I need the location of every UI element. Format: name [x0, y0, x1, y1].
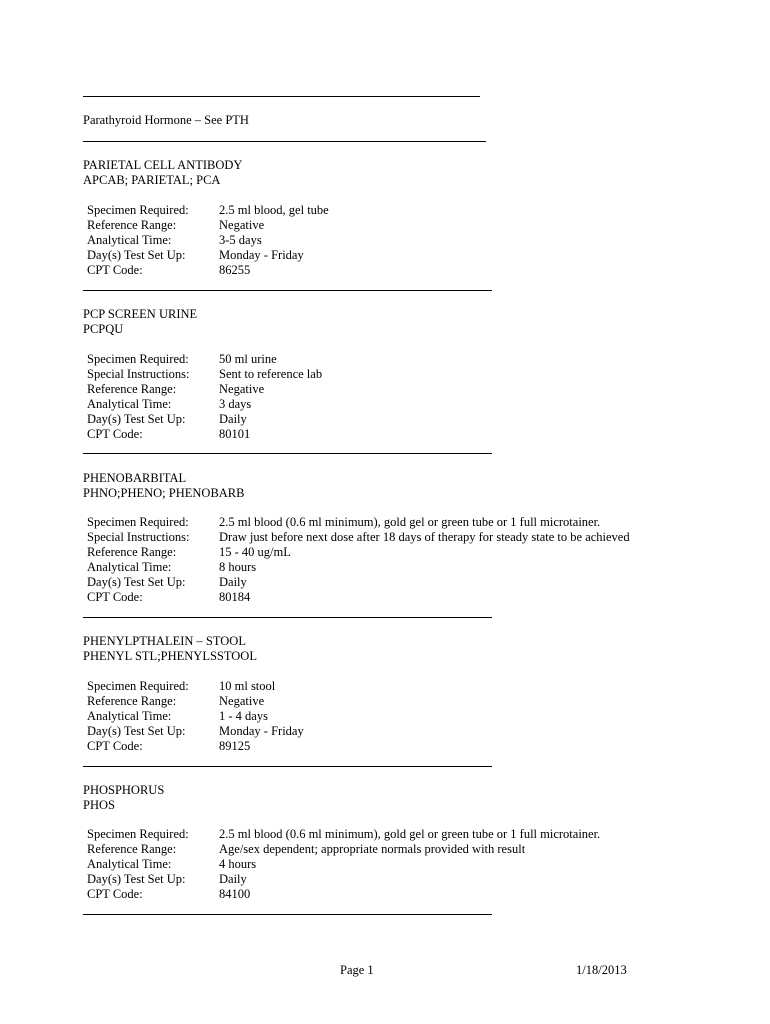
- field-row: [87, 397, 322, 412]
- field-label: Specimen Required:: [87, 515, 189, 529]
- field-label: CPT Code:: [87, 427, 143, 441]
- field-row: [87, 724, 304, 739]
- field-row: [87, 739, 304, 754]
- field-row: [87, 694, 304, 709]
- field-label: Analytical Time:: [87, 397, 172, 411]
- entry-fields: [87, 827, 600, 902]
- field-label: Analytical Time:: [87, 857, 172, 871]
- field-value: Monday - Friday: [219, 248, 304, 262]
- header-note: Parathyroid Hormone – See PTH: [83, 113, 249, 127]
- field-value: 2.5 ml blood, gel tube: [219, 203, 329, 217]
- entry-fields: [87, 203, 329, 278]
- field-value: 2.5 ml blood (0.6 ml minimum), gold gel or green tube or 1 full microtainer.: [219, 827, 601, 841]
- section-divider: [83, 617, 492, 618]
- entry-codes: PHOS: [83, 798, 115, 812]
- field-label: CPT Code:: [87, 887, 143, 901]
- field-value: 80184: [219, 590, 251, 604]
- field-label: Day(s) Test Set Up:: [87, 724, 186, 738]
- field-label: Specimen Required:: [87, 679, 189, 693]
- field-value: 84100: [219, 887, 251, 901]
- field-label: Specimen Required:: [87, 352, 189, 366]
- entry-fields: [87, 352, 322, 442]
- entry-title: PHOSPHORUS: [83, 783, 165, 797]
- field-value: 4 hours: [219, 857, 257, 871]
- field-row: [87, 248, 329, 263]
- field-label: Analytical Time:: [87, 709, 172, 723]
- field-row: [87, 233, 329, 248]
- entry-title: PCP SCREEN URINE: [83, 307, 198, 321]
- field-row: [87, 887, 600, 902]
- field-label: Special Instructions:: [87, 367, 190, 381]
- entry-codes: PHNO;PHENO; PHENOBARB: [83, 486, 245, 500]
- field-value: Draw just before next dose after 18 days of therapy for steady state to be achieved: [219, 530, 630, 544]
- field-value: 8 hours: [219, 560, 257, 574]
- field-value: 50 ml urine: [219, 352, 277, 366]
- field-label: Reference Range:: [87, 545, 177, 559]
- field-value: 89125: [219, 739, 251, 753]
- field-row: [87, 530, 630, 545]
- field-row: [87, 352, 322, 367]
- field-value: Sent to reference lab: [219, 367, 323, 381]
- field-value: 86255: [219, 263, 251, 277]
- field-value: Age/sex dependent; appropriate normals provided with result: [219, 842, 526, 856]
- field-label: CPT Code:: [87, 739, 143, 753]
- field-row: [87, 412, 322, 427]
- field-value: 2.5 ml blood (0.6 ml minimum), gold gel or green tube or 1 full microtainer.: [219, 515, 601, 529]
- field-value: 80101: [219, 427, 251, 441]
- footer-date: 1/18/2013: [576, 963, 627, 977]
- field-value: Monday - Friday: [219, 724, 304, 738]
- entry-fields: [87, 679, 304, 754]
- field-label: Reference Range:: [87, 694, 177, 708]
- field-label: CPT Code:: [87, 263, 143, 277]
- field-row: [87, 872, 600, 887]
- field-row: [87, 679, 304, 694]
- field-row: [87, 515, 630, 530]
- field-row: [87, 203, 329, 218]
- field-label: Specimen Required:: [87, 203, 189, 217]
- field-row: [87, 427, 322, 442]
- field-value: 3-5 days: [219, 233, 262, 247]
- field-row: [87, 545, 630, 560]
- section-divider: [83, 453, 492, 454]
- entry-codes: PHENYL STL;PHENYLSSTOOL: [83, 649, 257, 663]
- entry-title: PARIETAL CELL ANTIBODY: [83, 158, 243, 172]
- entry-title: PHENOBARBITAL: [83, 471, 187, 485]
- field-value: Daily: [219, 412, 247, 426]
- field-label: Analytical Time:: [87, 560, 172, 574]
- field-label: Day(s) Test Set Up:: [87, 575, 186, 589]
- field-value: Daily: [219, 872, 247, 886]
- entry-codes: PCPQU: [83, 322, 124, 336]
- field-value: 3 days: [219, 397, 252, 411]
- field-value: Negative: [219, 218, 265, 232]
- field-label: CPT Code:: [87, 590, 143, 604]
- field-row: [87, 575, 630, 590]
- field-value: Negative: [219, 382, 265, 396]
- field-row: [87, 382, 322, 397]
- field-label: Special Instructions:: [87, 530, 190, 544]
- field-row: [87, 842, 600, 857]
- field-value: 1 - 4 days: [219, 709, 268, 723]
- field-label: Reference Range:: [87, 842, 177, 856]
- entry-fields: [87, 515, 630, 605]
- section-divider: [83, 914, 492, 915]
- page-number: Page 1: [340, 963, 374, 977]
- header-divider: [83, 141, 486, 142]
- top-divider: [83, 96, 480, 97]
- field-row: [87, 560, 630, 575]
- field-value: 10 ml stool: [219, 679, 276, 693]
- entry-title: PHENYLPTHALEIN – STOOL: [83, 634, 246, 648]
- field-row: [87, 263, 329, 278]
- field-value: Daily: [219, 575, 247, 589]
- field-label: Specimen Required:: [87, 827, 189, 841]
- field-label: Reference Range:: [87, 382, 177, 396]
- field-row: [87, 709, 304, 724]
- field-row: [87, 218, 329, 233]
- section-divider: [83, 766, 492, 767]
- field-row: [87, 827, 600, 842]
- field-label: Reference Range:: [87, 218, 177, 232]
- field-row: [87, 367, 322, 382]
- field-label: Day(s) Test Set Up:: [87, 872, 186, 886]
- field-value: Negative: [219, 694, 265, 708]
- field-row: [87, 857, 600, 872]
- entry-codes: APCAB; PARIETAL; PCA: [83, 173, 221, 187]
- field-value: 15 - 40 ug/mL: [219, 545, 291, 559]
- field-label: Analytical Time:: [87, 233, 172, 247]
- section-divider: [83, 290, 492, 291]
- field-label: Day(s) Test Set Up:: [87, 248, 186, 262]
- field-label: Day(s) Test Set Up:: [87, 412, 186, 426]
- field-row: [87, 590, 630, 605]
